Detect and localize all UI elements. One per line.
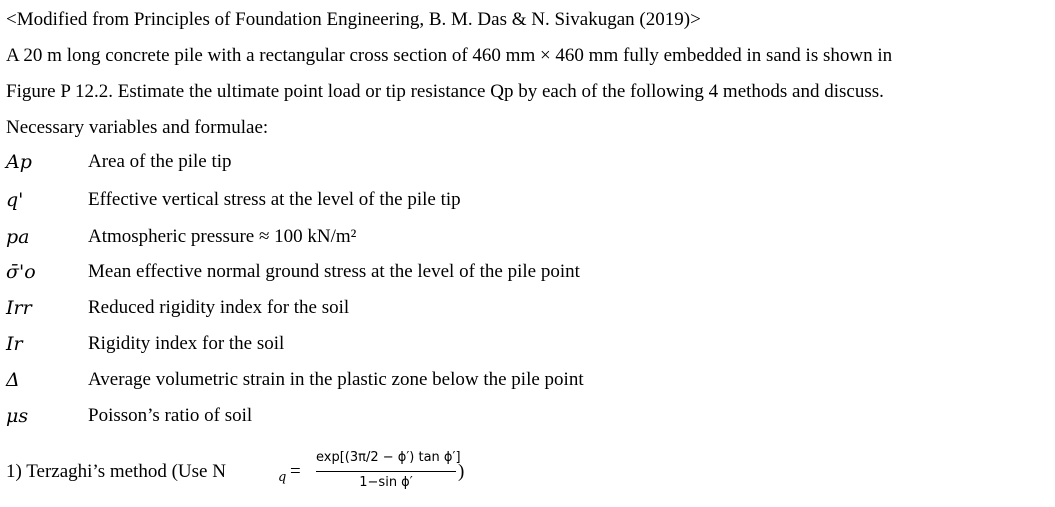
equals-sign: = (290, 461, 301, 482)
variable-symbol: Ap (6, 151, 32, 173)
source-note: <Modified from Principles of Foundation Engineering, B. M. Das & N. Sivakugan (2019)> (6, 9, 701, 30)
method-prefix: 1) Terzaghi’s method (Use N (6, 461, 226, 482)
variable-definition: Effective vertical stress at the level of the pile tip (88, 189, 461, 210)
variable-symbol: Ir (6, 333, 23, 355)
variable-symbol: pa (6, 226, 30, 248)
closing-paren: ) (458, 461, 465, 482)
variable-symbol: Irr (6, 297, 32, 319)
variable-definition: Mean effective normal ground stress at the level of the pile point (88, 261, 580, 282)
variable-definition: Reduced rigidity index for the soil (88, 297, 350, 318)
problem-line-1: A 20 m long concrete pile with a rectangular cross section of 460 mm × 460 mm fully embedded in sand is shown in (6, 45, 893, 66)
variable-definition: Area of the pile tip (88, 151, 232, 172)
fraction-numerator: exp[(3π/2 − ϕ′) tan ϕ′] (316, 450, 461, 465)
variable-symbol: q' (6, 189, 24, 211)
variable-symbol: σ̄'o (6, 261, 36, 283)
variable-definition: Atmospheric pressure ≈ 100 kN/m² (88, 226, 357, 247)
variable-definition: Poisson’s ratio of soil (88, 405, 253, 426)
variables-heading: Necessary variables and formulae: (6, 117, 269, 138)
variable-definition: Average volumetric strain in the plastic zone below the pile point (88, 369, 584, 390)
variable-symbol: Δ (6, 369, 20, 391)
nq-subscript: q (278, 470, 287, 485)
fraction-bar (316, 471, 456, 472)
variable-definition: Rigidity index for the soil (88, 333, 285, 354)
variable-symbol: μs (6, 405, 29, 427)
problem-line-2: Figure P 12.2. Estimate the ultimate point load or tip resistance Qp by each of the following 4 methods and discuss. (6, 81, 884, 102)
fraction-denominator: 1−sin ϕ′ (359, 475, 413, 490)
